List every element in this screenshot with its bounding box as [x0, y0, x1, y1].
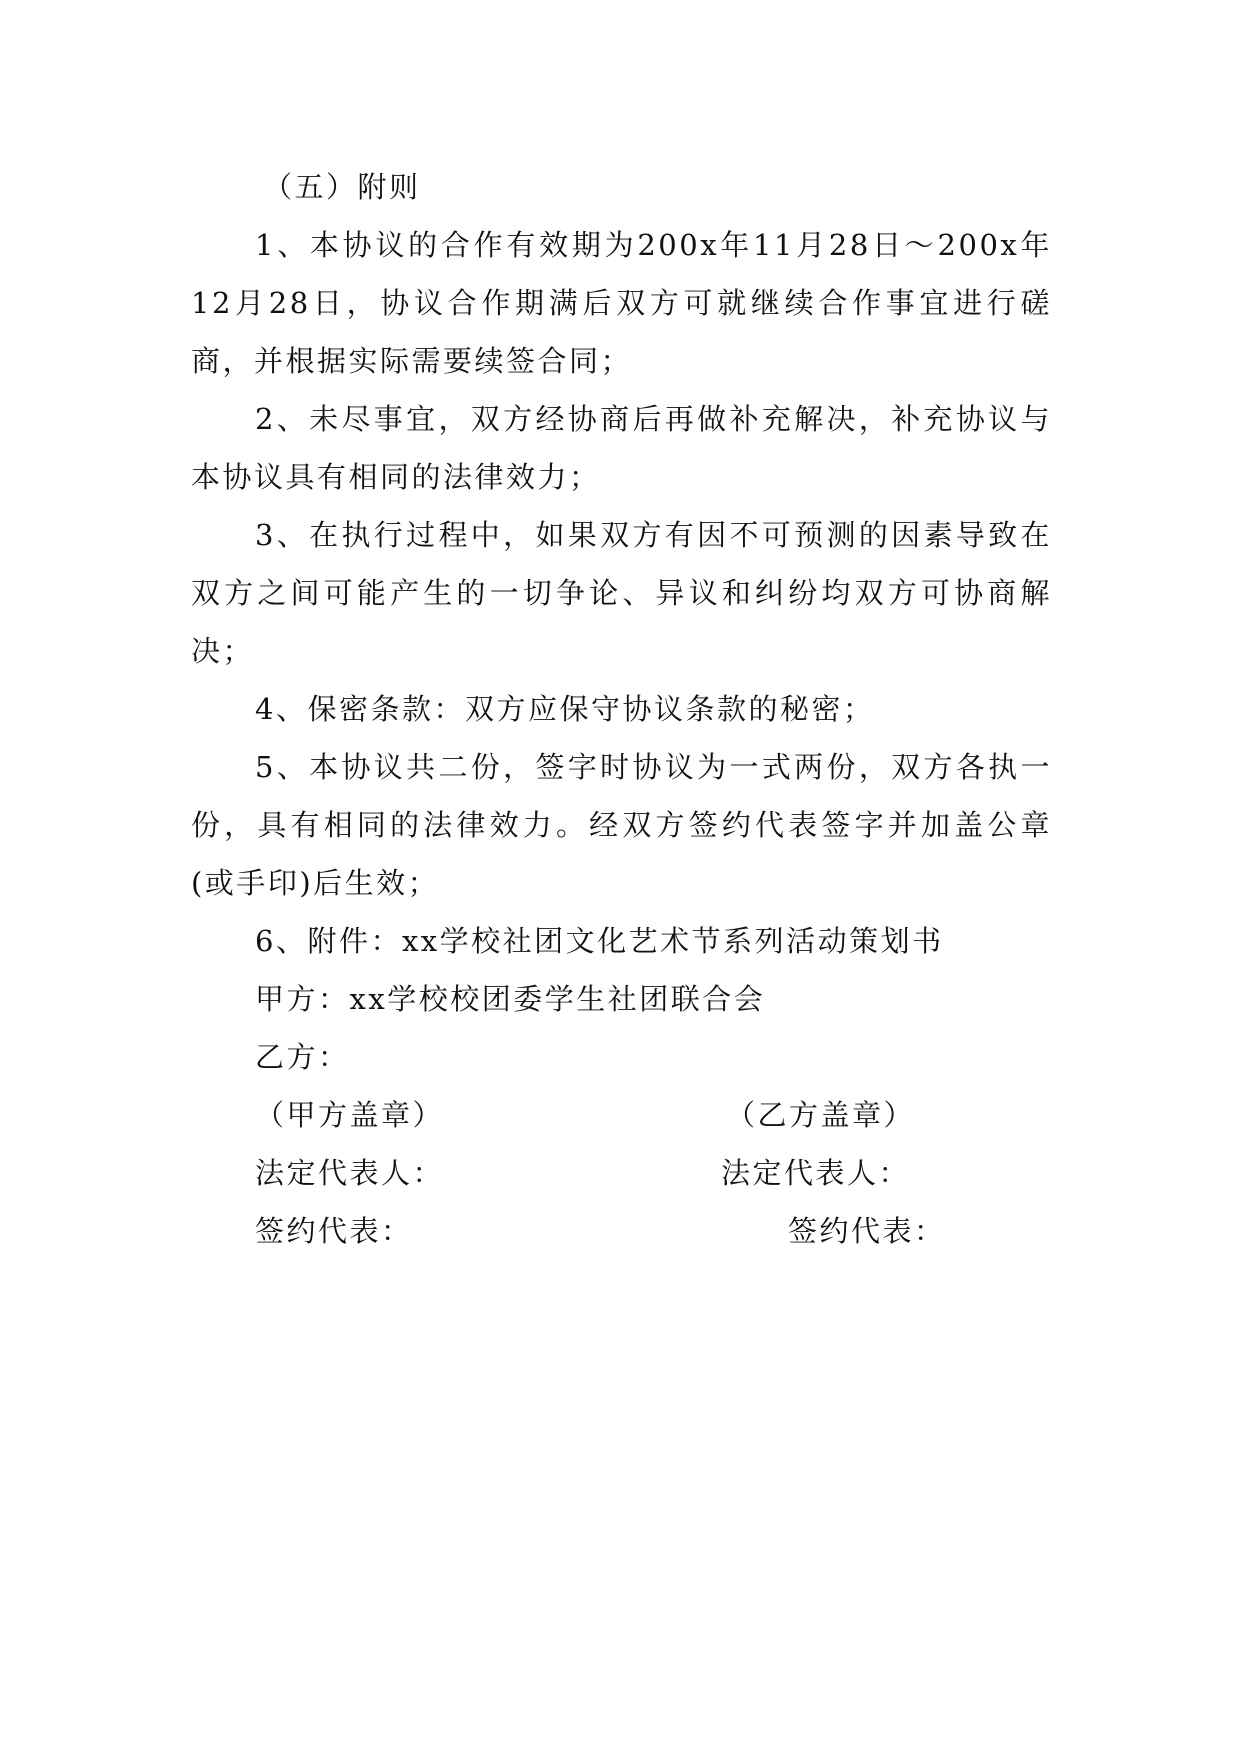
legal-rep-b: 法定代表人： — [721, 1156, 911, 1190]
clause-5: 5、本协议共二份，签字时协议为一式两份，双方各执一份，具有相同的法律效力。经双方签约代表签字并加盖公章(或手印)后生效； — [191, 750, 1052, 900]
clause-4: 4、保密条款：双方应保守协议条款的秘密； — [255, 692, 875, 726]
seal-row — [191, 1086, 1052, 1144]
clause-1: 1、本协议的合作有效期为200x年11月28日～200x年12月28日，协议合作期满后双方可就继续合作事宜进行磋商，并根据实际需要续签合同； — [191, 228, 1052, 378]
signatory-a: 签约代表： — [255, 1214, 413, 1248]
clause-6: 6、附件：xx学校社团文化艺术节系列活动策划书 — [255, 924, 944, 958]
legal-rep-row — [191, 1144, 1052, 1202]
signatory-row — [191, 1202, 1052, 1260]
document-body — [191, 158, 1052, 1260]
section-title: （五）附则 — [263, 170, 421, 204]
clause-2: 2、未尽事宜，双方经协商后再做补充解决，补充协议与本协议具有相同的法律效力； — [191, 402, 1052, 494]
seal-a: （甲方盖章） — [255, 1098, 445, 1132]
legal-rep-a: 法定代表人： — [255, 1156, 445, 1190]
signatory-b: 签约代表： — [788, 1214, 946, 1248]
party-a: 甲方：xx学校校团委学生社团联合会 — [255, 982, 766, 1016]
seal-b: （乙方盖章） — [726, 1098, 916, 1132]
party-b: 乙方： — [255, 1040, 350, 1074]
clause-3: 3、在执行过程中，如果双方有因不可预测的因素导致在双方之间可能产生的一切争论、异议和纠纷均双方可协商解决； — [191, 518, 1052, 668]
